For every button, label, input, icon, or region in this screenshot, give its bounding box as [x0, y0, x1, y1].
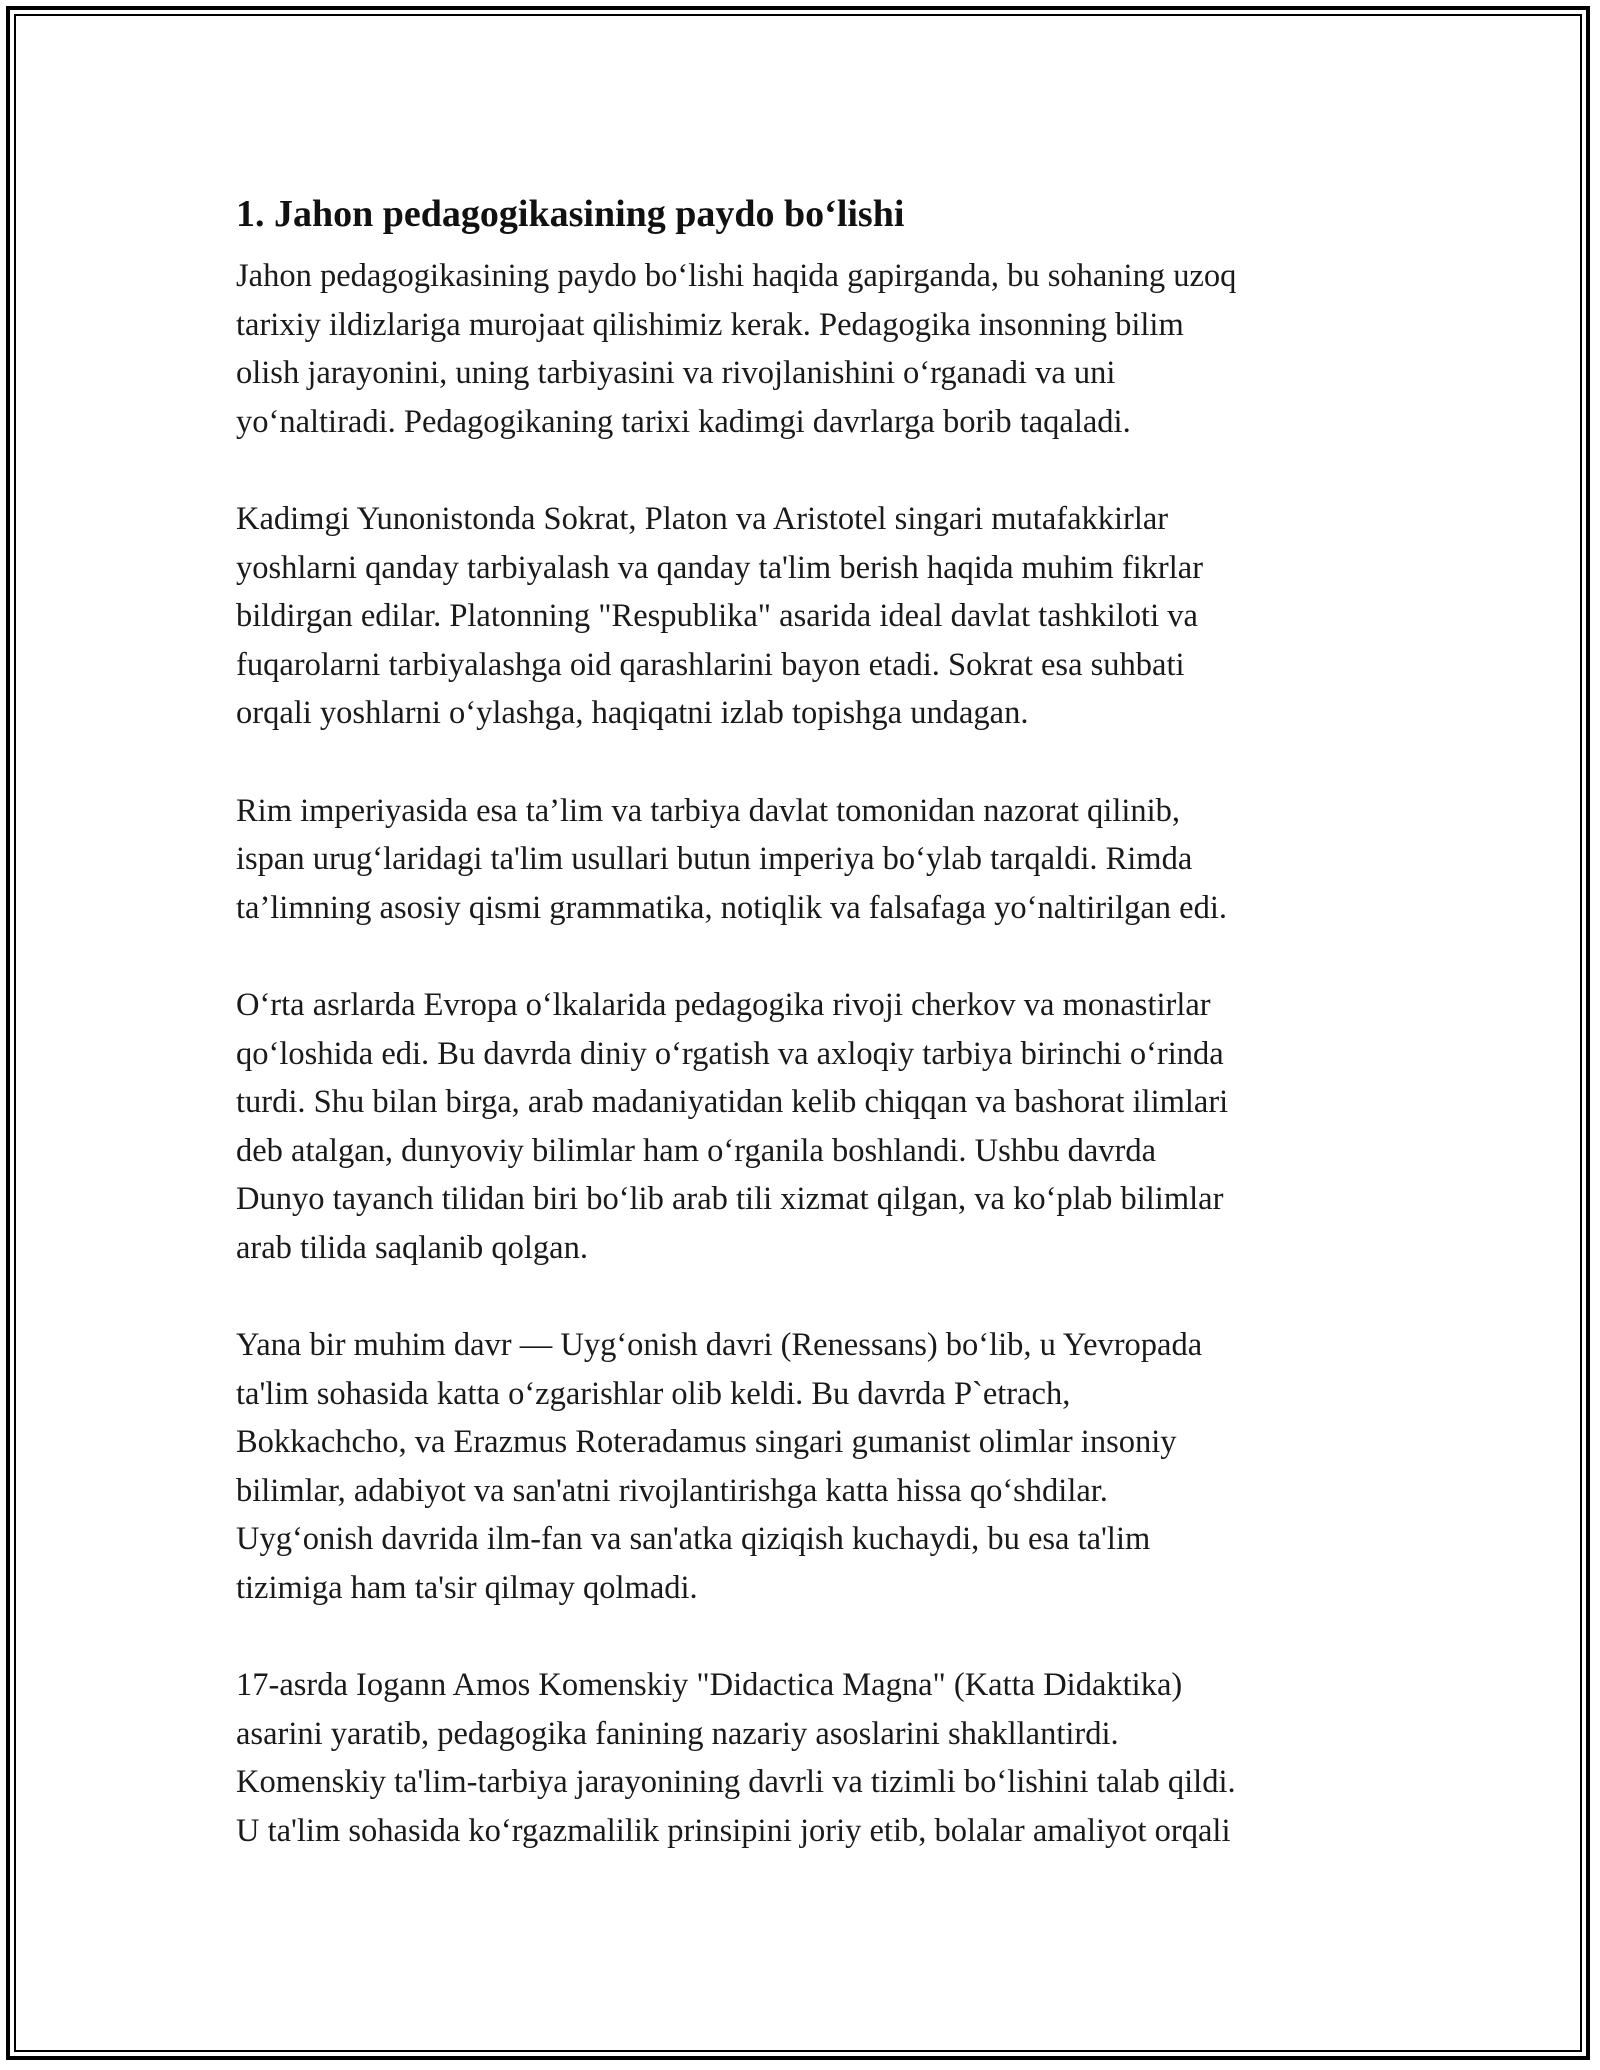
text-line: tizimiga ham ta'sir qilmay qolmadi. — [236, 1570, 698, 1607]
text-line: fuqarolarni tarbiyalashga oid qarashlarini bayon etadi. Sokrat esa suhbati — [236, 646, 1185, 683]
text-line: tarixiy ildizlariga murojaat qilishimiz kerak. Pedagogika insonning bilim — [236, 306, 1184, 343]
text-line: O‘rta asrlarda Evropa o‘lkalarida pedagogika rivoji cherkov va monastirlar — [236, 986, 1211, 1023]
text-line: Jahon pedagogikasining paydo bo‘lishi haqida gapirganda, bu sohaning uzoq — [236, 258, 1237, 294]
section-heading: 1. Jahon pedagogikasining paydo bo‘lishi — [236, 193, 905, 235]
text-line: U ta'lim sohasida ko‘rgazmalilik prinsipini joriy etib, bolalar amaliyot orqali — [236, 1813, 1231, 1849]
paragraph-renaissance — [236, 1321, 1386, 1613]
text-line: asarini yaratib, pedagogika fanining nazariy asoslarini shakllantirdi. — [236, 1715, 1119, 1752]
paragraph-middle-ages — [236, 981, 1386, 1273]
text-line: yoshlarni qanday tarbiyalash va qanday ta'lim berish haqida muhim fikrlar — [236, 549, 1204, 586]
paragraph-roman-empire — [236, 787, 1386, 933]
text-line: Rim imperiyasida esa ta’lim va tarbiya davlat tomonidan nazorat qilinib, — [236, 792, 1181, 829]
text-line: olish jarayonini, uning tarbiyasini va rivojlanishini o‘rganadi va uni — [236, 355, 1116, 392]
paragraph-origins — [236, 252, 1386, 446]
text-line: turdi. Shu bilan birga, arab madaniyatidan kelib chiqqan va bashorat ilimlari — [236, 1084, 1229, 1121]
text-line: deb atalgan, dunyoviy bilimlar ham o‘rganila boshlandi. Ushbu davrda — [236, 1132, 1157, 1169]
text-line: Kadimgi Yunonistonda Sokrat, Platon va Aristotel singari mutafakkirlar — [236, 500, 1169, 537]
paragraph-komenskiy — [236, 1661, 1386, 1855]
text-line: Dunyo tayanch tilidan biri bo‘lib arab tili xizmat qilgan, va ko‘plab bilimlar — [236, 1181, 1224, 1218]
text-line: ta’limning asosiy qismi grammatika, notiqlik va falsafaga yo‘naltirilgan edi. — [236, 889, 1228, 926]
text-line: Yana bir muhim davr — Uyg‘onish davri (Renessans) bo‘lib, u Yevropada — [236, 1327, 1203, 1364]
text-line: orqali yoshlarni o‘ylashga, haqiqatni izlab topishga undagan. — [236, 695, 1029, 732]
text-line: Uyg‘onish davrida ilm-fan va san'atka qiziqish kuchaydi, bu esa ta'lim — [236, 1521, 1151, 1558]
text-line: bilimlar, adabiyot va san'atni rivojlantirishga katta hissa qo‘shdilar. — [236, 1472, 1108, 1509]
text-line: ta'lim sohasida katta o‘zgarishlar olib keldi. Bu davrda P`etrach, — [236, 1375, 1071, 1412]
text-line: yo‘naltiradi. Pedagogikaning tarixi kadimgi davrlarga borib taqaladi. — [236, 403, 1131, 440]
text-line: ispan urug‘laridagi ta'lim usullari butun imperiya bo‘ylab tarqaldi. Rimda — [236, 841, 1193, 878]
text-line: 17-asrda Iogann Amos Komenskiy "Didactica Magna" (Katta Didaktika) — [236, 1667, 1183, 1704]
text-line: qo‘loshida edi. Bu davrda diniy o‘rgatish va axloqiy tarbiya birinchi o‘rinda — [236, 1035, 1224, 1072]
paragraph-ancient-greece — [236, 495, 1386, 738]
text-line: bildirgan edilar. Platonning "Respublika" asarida ideal davlat tashkiloti va — [236, 598, 1198, 635]
text-line: Komenskiy ta'lim-tarbiya jarayonining davrli va tizimli bo‘lishini talab qildi. — [236, 1764, 1236, 1801]
text-line: Bokkachcho, va Erazmus Roteradamus singari gumanist olimlar insoniy — [236, 1424, 1177, 1461]
text-line: arab tilida saqlanib qolgan. — [236, 1229, 588, 1266]
document-body — [236, 184, 1386, 1904]
